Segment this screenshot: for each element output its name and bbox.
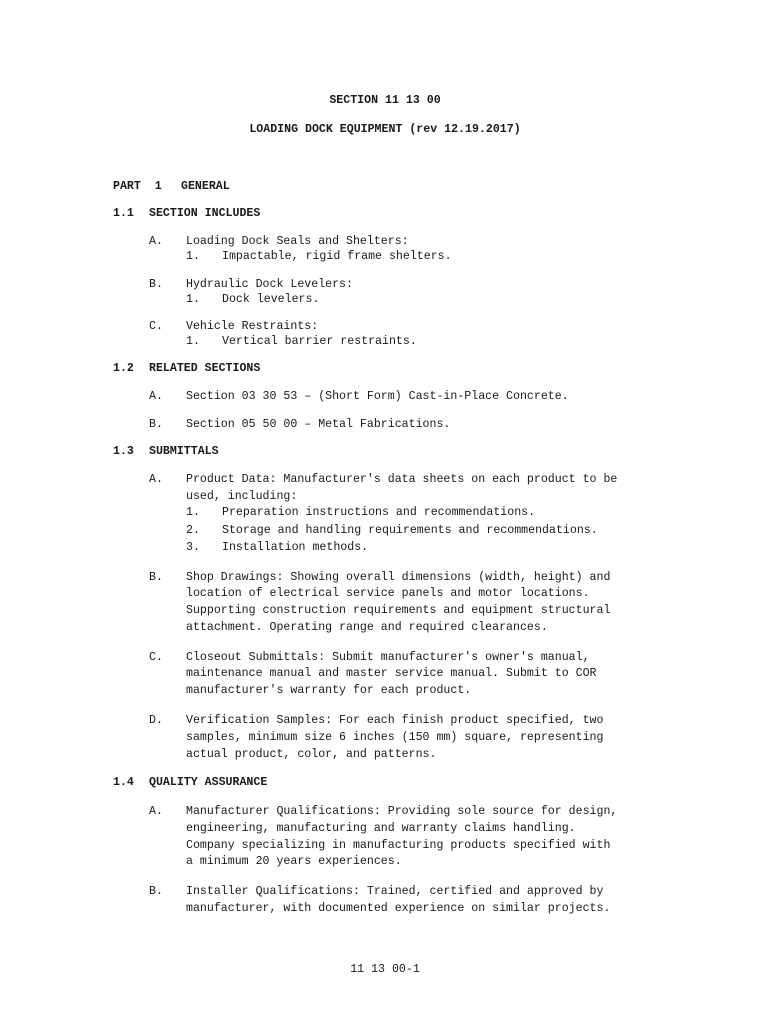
paragraph-text: Manufacturer Qualifications: Providing sole source for design, [186, 805, 618, 818]
paragraph-letter: D. [149, 714, 163, 727]
paragraph-text: Section 05 50 00 – Metal Fabrications. [186, 418, 451, 431]
paragraph-letter: B. [149, 278, 163, 291]
subparagraph-number: 1. [186, 335, 200, 348]
paragraph-text: Company specializing in manufacturing products specified with [186, 839, 611, 852]
paragraph-text: Closeout Submittals: Submit manufacturer's owner's manual, [186, 651, 590, 664]
paragraph-text: Supporting construction requirements and equipment structural [186, 604, 611, 617]
paragraph-text: manufacturer's warranty for each product. [186, 684, 472, 697]
paragraph-text: used, including: [186, 490, 298, 503]
article-title: SUBMITTALS [149, 445, 219, 458]
subparagraph-text: Impactable, rigid frame shelters. [222, 250, 452, 263]
subparagraph-number: 1. [186, 293, 200, 306]
subparagraph-number: 1. [186, 250, 200, 263]
paragraph-text: Hydraulic Dock Levelers: [186, 278, 353, 291]
paragraph-text: Shop Drawings: Showing overall dimensions (width, height) and [186, 571, 611, 584]
paragraph-letter: B. [149, 885, 163, 898]
paragraph-text: a minimum 20 years experiences. [186, 855, 402, 868]
article-title: RELATED SECTIONS [149, 362, 261, 375]
paragraph-text: Vehicle Restraints: [186, 320, 319, 333]
paragraph-letter: A. [149, 390, 163, 403]
paragraph-text: samples, minimum size 6 inches (150 mm) square, representing [186, 731, 604, 744]
paragraph-text: attachment. Operating range and required clearances. [186, 621, 548, 634]
paragraph-text: location of electrical service panels and motor locations. [186, 587, 590, 600]
paragraph-text: engineering, manufacturing and warranty claims handling. [186, 822, 576, 835]
subparagraph-text: Storage and handling requirements and recommendations. [222, 524, 598, 537]
section-title: LOADING DOCK EQUIPMENT (rev 12.19.2017) [249, 123, 521, 136]
subparagraph-text: Preparation instructions and recommendations. [222, 506, 536, 519]
article-title: SECTION INCLUDES [149, 207, 261, 220]
paragraph-letter: B. [149, 418, 163, 431]
paragraph-text: Loading Dock Seals and Shelters: [186, 235, 409, 248]
paragraph-text: maintenance manual and master service manual. Submit to COR [186, 667, 597, 680]
paragraph-text: Product Data: Manufacturer's data sheets on each product to be [186, 473, 618, 486]
section-number: SECTION 11 13 00 [329, 94, 441, 107]
part-number: PART 1 [113, 180, 162, 193]
article-number: 1.4 [113, 776, 134, 789]
article-number: 1.2 [113, 362, 134, 375]
subparagraph-text: Vertical barrier restraints. [222, 335, 417, 348]
paragraph-text: manufacturer, with documented experience on similar projects. [186, 902, 611, 915]
paragraph-letter: C. [149, 651, 163, 664]
subparagraph-number: 1. [186, 506, 200, 519]
paragraph-letter: A. [149, 473, 163, 486]
subparagraph-text: Installation methods. [222, 541, 369, 554]
part-label: GENERAL [181, 180, 230, 193]
article-number: 1.1 [113, 207, 134, 220]
article-title: QUALITY ASSURANCE [149, 776, 268, 789]
paragraph-text: actual product, color, and patterns. [186, 748, 437, 761]
subparagraph-text: Dock levelers. [222, 293, 320, 306]
paragraph-letter: A. [149, 235, 163, 248]
paragraph-text: Installer Qualifications: Trained, certified and approved by [186, 885, 604, 898]
paragraph-text: Section 03 30 53 – (Short Form) Cast-in-Place Concrete. [186, 390, 569, 403]
paragraph-letter: C. [149, 320, 163, 333]
subparagraph-number: 2. [186, 524, 200, 537]
paragraph-text: Verification Samples: For each finish product specified, two [186, 714, 604, 727]
article-number: 1.3 [113, 445, 134, 458]
paragraph-letter: B. [149, 571, 163, 584]
page-number: 11 13 00-1 [350, 963, 420, 976]
paragraph-letter: A. [149, 805, 163, 818]
subparagraph-number: 3. [186, 541, 200, 554]
